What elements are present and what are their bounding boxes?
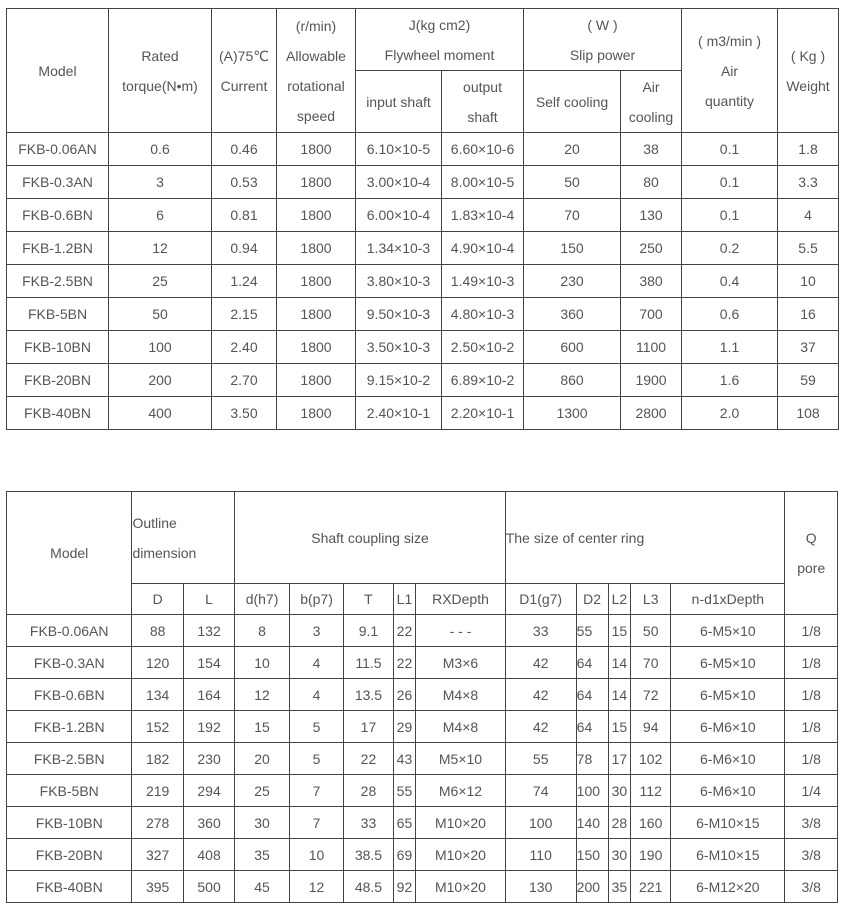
value-cell: 42: [505, 711, 576, 743]
value-cell: 219: [132, 775, 183, 807]
header-l1: L1: [393, 584, 416, 615]
value-cell: 70: [524, 199, 621, 232]
value-cell: 20: [524, 133, 621, 166]
value-cell: 92: [393, 871, 416, 903]
value-cell: 30: [235, 807, 290, 839]
header-model: Model: [7, 492, 132, 615]
value-cell: 13.5: [344, 679, 393, 711]
value-cell: 26: [393, 679, 416, 711]
header-rx-depth: RXDepth: [416, 584, 505, 615]
value-cell: 2.40×10-1: [356, 397, 442, 430]
model-cell: FKB-5BN: [7, 775, 132, 807]
value-cell: M6×12: [416, 775, 505, 807]
value-cell: 3/8: [785, 871, 838, 903]
header-n-d1-depth: n-d1xDepth: [671, 584, 785, 615]
value-cell: 17: [608, 743, 631, 775]
header-air-quantity: ( m3/min ) Air quantity: [682, 9, 778, 133]
model-cell: FKB-20BN: [7, 839, 132, 871]
value-cell: 2800: [621, 397, 682, 430]
value-cell: 15: [608, 711, 631, 743]
model-cell: FKB-0.3AN: [7, 166, 109, 199]
header-d1-g7: D1(g7): [505, 584, 576, 615]
value-cell: 4.90×10-4: [442, 232, 524, 265]
specs-table-body: [7, 133, 839, 430]
value-cell: 0.81: [212, 199, 277, 232]
value-cell: 0.94: [212, 232, 277, 265]
value-cell: 3/8: [785, 839, 838, 871]
value-cell: 395: [132, 871, 183, 903]
value-cell: 50: [631, 615, 671, 647]
value-cell: 380: [621, 265, 682, 298]
value-cell: M5×10: [416, 743, 505, 775]
header-model: Model: [7, 9, 109, 133]
value-cell: 8: [235, 615, 290, 647]
table-row: [7, 133, 839, 166]
value-cell: 8.00×10-5: [442, 166, 524, 199]
value-cell: 152: [132, 711, 183, 743]
value-cell: 860: [524, 364, 621, 397]
header-l2: L2: [608, 584, 631, 615]
value-cell: 65: [393, 807, 416, 839]
value-cell: 22: [393, 615, 416, 647]
value-cell: M10×20: [416, 807, 505, 839]
table-row: [7, 331, 839, 364]
header-l: L: [183, 584, 234, 615]
value-cell: 59: [778, 364, 839, 397]
header-self-cooling: Self cooling: [524, 71, 621, 133]
value-cell: 0.53: [212, 166, 277, 199]
value-cell: 1/8: [785, 615, 838, 647]
value-cell: 72: [631, 679, 671, 711]
value-cell: 64: [576, 679, 608, 711]
value-cell: 3.80×10-3: [356, 265, 442, 298]
value-cell: 28: [344, 775, 393, 807]
value-cell: 1800: [277, 232, 356, 265]
value-cell: 100: [505, 807, 576, 839]
value-cell: 360: [183, 807, 234, 839]
value-cell: 14: [608, 647, 631, 679]
value-cell: 6: [109, 199, 212, 232]
value-cell: 1800: [277, 331, 356, 364]
value-cell: 278: [132, 807, 183, 839]
value-cell: 294: [183, 775, 234, 807]
header-current: (A)75℃ Current: [212, 9, 277, 133]
value-cell: 55: [505, 743, 576, 775]
table-row: [7, 711, 838, 743]
value-cell: 1800: [277, 397, 356, 430]
table-row: [7, 166, 839, 199]
value-cell: 43: [393, 743, 416, 775]
value-cell: 3: [109, 166, 212, 199]
value-cell: 1.6: [682, 364, 778, 397]
value-cell: 500: [183, 871, 234, 903]
value-cell: - - -: [416, 615, 505, 647]
value-cell: 35: [608, 871, 631, 903]
value-cell: 9.15×10-2: [356, 364, 442, 397]
value-cell: M4×8: [416, 679, 505, 711]
value-cell: 10: [778, 265, 839, 298]
value-cell: 1800: [277, 199, 356, 232]
header-d: D: [132, 584, 183, 615]
value-cell: 38.5: [344, 839, 393, 871]
header-q-pore: Q pore: [785, 492, 838, 615]
value-cell: 64: [576, 647, 608, 679]
header-b-p7: b(p7): [289, 584, 344, 615]
value-cell: 6-M5×10: [671, 679, 785, 711]
value-cell: 110: [505, 839, 576, 871]
value-cell: 112: [631, 775, 671, 807]
value-cell: 154: [183, 647, 234, 679]
value-cell: 1/4: [785, 775, 838, 807]
value-cell: 9.1: [344, 615, 393, 647]
value-cell: 230: [183, 743, 234, 775]
value-cell: 0.4: [682, 265, 778, 298]
value-cell: 1/8: [785, 743, 838, 775]
header-outline-dimension: Outline dimension: [132, 492, 235, 584]
table-row: [7, 871, 838, 903]
value-cell: 6-M6×10: [671, 775, 785, 807]
value-cell: 6.10×10-5: [356, 133, 442, 166]
model-cell: FKB-0.6BN: [7, 679, 132, 711]
value-cell: 190: [631, 839, 671, 871]
value-cell: 132: [183, 615, 234, 647]
value-cell: 4.80×10-3: [442, 298, 524, 331]
value-cell: 17: [344, 711, 393, 743]
value-cell: 200: [576, 871, 608, 903]
value-cell: 0.6: [682, 298, 778, 331]
value-cell: 14: [608, 679, 631, 711]
value-cell: 22: [344, 743, 393, 775]
value-cell: 1.1: [682, 331, 778, 364]
value-cell: 30: [608, 839, 631, 871]
value-cell: 6-M5×10: [671, 647, 785, 679]
value-cell: 7: [289, 775, 344, 807]
value-cell: 0.46: [212, 133, 277, 166]
value-cell: 6.00×10-4: [356, 199, 442, 232]
value-cell: 1800: [277, 166, 356, 199]
value-cell: 25: [109, 265, 212, 298]
value-cell: 10: [289, 839, 344, 871]
table-row: [7, 647, 838, 679]
value-cell: 12: [109, 232, 212, 265]
model-cell: FKB-2.5BN: [7, 743, 132, 775]
table-row: [7, 807, 838, 839]
value-cell: 55: [393, 775, 416, 807]
value-cell: 2.70: [212, 364, 277, 397]
value-cell: 164: [183, 679, 234, 711]
value-cell: 74: [505, 775, 576, 807]
model-cell: FKB-1.2BN: [7, 711, 132, 743]
value-cell: 16: [778, 298, 839, 331]
value-cell: 1300: [524, 397, 621, 430]
value-cell: 12: [289, 871, 344, 903]
value-cell: 48.5: [344, 871, 393, 903]
model-cell: FKB-2.5BN: [7, 265, 109, 298]
value-cell: 2.15: [212, 298, 277, 331]
model-cell: FKB-5BN: [7, 298, 109, 331]
value-cell: 0.1: [682, 133, 778, 166]
value-cell: 45: [235, 871, 290, 903]
model-cell: FKB-20BN: [7, 364, 109, 397]
model-cell: FKB-0.06AN: [7, 615, 132, 647]
value-cell: 192: [183, 711, 234, 743]
model-cell: FKB-0.06AN: [7, 133, 109, 166]
value-cell: 221: [631, 871, 671, 903]
dimensions-table-body: [7, 615, 838, 903]
table-row: [7, 298, 839, 331]
header-slip-power: ( W ) Slip power: [524, 9, 682, 71]
value-cell: 1.24: [212, 265, 277, 298]
value-cell: 80: [621, 166, 682, 199]
value-cell: 55: [576, 615, 608, 647]
value-cell: 3.50: [212, 397, 277, 430]
value-cell: M3×6: [416, 647, 505, 679]
value-cell: 12: [235, 679, 290, 711]
value-cell: 1/8: [785, 647, 838, 679]
value-cell: 130: [505, 871, 576, 903]
value-cell: 3/8: [785, 807, 838, 839]
value-cell: 37: [778, 331, 839, 364]
value-cell: 6.60×10-6: [442, 133, 524, 166]
value-cell: 94: [631, 711, 671, 743]
header-d2: D2: [576, 584, 608, 615]
value-cell: 134: [132, 679, 183, 711]
table-row: [7, 364, 839, 397]
header-l3: L3: [631, 584, 671, 615]
value-cell: 5: [289, 743, 344, 775]
value-cell: 4: [778, 199, 839, 232]
value-cell: 69: [393, 839, 416, 871]
value-cell: 182: [132, 743, 183, 775]
value-cell: 6.89×10-2: [442, 364, 524, 397]
value-cell: 38: [621, 133, 682, 166]
value-cell: 33: [344, 807, 393, 839]
value-cell: 1800: [277, 133, 356, 166]
value-cell: 6-M6×10: [671, 711, 785, 743]
header-weight: ( Kg ) Weight: [778, 9, 839, 133]
value-cell: 50: [524, 166, 621, 199]
value-cell: 42: [505, 647, 576, 679]
value-cell: 70: [631, 647, 671, 679]
value-cell: 7: [289, 807, 344, 839]
value-cell: 28: [608, 807, 631, 839]
value-cell: 29: [393, 711, 416, 743]
table-row: [7, 775, 838, 807]
value-cell: 20: [235, 743, 290, 775]
value-cell: 140: [576, 807, 608, 839]
model-cell: FKB-0.6BN: [7, 199, 109, 232]
table-row: [7, 839, 838, 871]
header-output-shaft: output shaft: [442, 71, 524, 133]
table-row: [7, 232, 839, 265]
header-input-shaft: input shaft: [356, 71, 442, 133]
value-cell: 1900: [621, 364, 682, 397]
value-cell: 700: [621, 298, 682, 331]
value-cell: 4: [289, 679, 344, 711]
value-cell: 0.2: [682, 232, 778, 265]
value-cell: 10: [235, 647, 290, 679]
header-center-ring-size: The size of center ring: [505, 492, 785, 584]
value-cell: 42: [505, 679, 576, 711]
header-air-cooling: Air cooling: [621, 71, 682, 133]
value-cell: 1.49×10-3: [442, 265, 524, 298]
value-cell: 1800: [277, 364, 356, 397]
header-speed: (r/min) Allowable rotational speed: [277, 9, 356, 133]
value-cell: 130: [621, 199, 682, 232]
value-cell: M10×20: [416, 871, 505, 903]
value-cell: 3.00×10-4: [356, 166, 442, 199]
header-shaft-coupling-size: Shaft coupling size: [235, 492, 505, 584]
model-cell: FKB-1.2BN: [7, 232, 109, 265]
table-row: [7, 397, 839, 430]
value-cell: 15: [235, 711, 290, 743]
value-cell: 120: [132, 647, 183, 679]
value-cell: 11.5: [344, 647, 393, 679]
value-cell: 1800: [277, 265, 356, 298]
value-cell: 6-M12×20: [671, 871, 785, 903]
value-cell: 0.6: [109, 133, 212, 166]
value-cell: 25: [235, 775, 290, 807]
value-cell: 4: [289, 647, 344, 679]
value-cell: 1.83×10-4: [442, 199, 524, 232]
value-cell: 3: [289, 615, 344, 647]
value-cell: 1/8: [785, 711, 838, 743]
value-cell: 5: [289, 711, 344, 743]
value-cell: 360: [524, 298, 621, 331]
value-cell: 6-M10×15: [671, 839, 785, 871]
model-cell: FKB-10BN: [7, 807, 132, 839]
value-cell: 2.40: [212, 331, 277, 364]
value-cell: 0.1: [682, 199, 778, 232]
table-row: [7, 265, 839, 298]
value-cell: 6-M10×15: [671, 807, 785, 839]
value-cell: 408: [183, 839, 234, 871]
value-cell: 200: [109, 364, 212, 397]
value-cell: 6-M5×10: [671, 615, 785, 647]
value-cell: 6-M6×10: [671, 743, 785, 775]
value-cell: 35: [235, 839, 290, 871]
value-cell: 150: [524, 232, 621, 265]
value-cell: 1100: [621, 331, 682, 364]
value-cell: 102: [631, 743, 671, 775]
value-cell: 327: [132, 839, 183, 871]
value-cell: 9.50×10-3: [356, 298, 442, 331]
table-row: [7, 743, 838, 775]
table-row: [7, 615, 838, 647]
value-cell: 100: [576, 775, 608, 807]
header-flywheel-moment: J(kg cm2) Flywheel moment: [356, 9, 524, 71]
table-row: [7, 679, 838, 711]
table-row: [7, 199, 839, 232]
value-cell: 2.50×10-2: [442, 331, 524, 364]
model-cell: FKB-40BN: [7, 397, 109, 430]
value-cell: 0.1: [682, 166, 778, 199]
value-cell: 3.3: [778, 166, 839, 199]
value-cell: 15: [608, 615, 631, 647]
value-cell: 160: [631, 807, 671, 839]
value-cell: 100: [109, 331, 212, 364]
value-cell: M10×20: [416, 839, 505, 871]
model-cell: FKB-10BN: [7, 331, 109, 364]
value-cell: 150: [576, 839, 608, 871]
model-cell: FKB-40BN: [7, 871, 132, 903]
value-cell: 1.8: [778, 133, 839, 166]
header-t: T: [344, 584, 393, 615]
value-cell: M4×8: [416, 711, 505, 743]
value-cell: 30: [608, 775, 631, 807]
dimensions-table: [6, 491, 838, 903]
value-cell: 1800: [277, 298, 356, 331]
value-cell: 108: [778, 397, 839, 430]
value-cell: 33: [505, 615, 576, 647]
value-cell: 3.50×10-3: [356, 331, 442, 364]
value-cell: 50: [109, 298, 212, 331]
specs-table: [6, 8, 839, 430]
value-cell: 230: [524, 265, 621, 298]
value-cell: 88: [132, 615, 183, 647]
header-rated-torque: Rated torque(N•m): [109, 9, 212, 133]
value-cell: 5.5: [778, 232, 839, 265]
value-cell: 600: [524, 331, 621, 364]
header-d-h7: d(h7): [235, 584, 290, 615]
model-cell: FKB-0.3AN: [7, 647, 132, 679]
value-cell: 2.20×10-1: [442, 397, 524, 430]
value-cell: 400: [109, 397, 212, 430]
value-cell: 78: [576, 743, 608, 775]
value-cell: 250: [621, 232, 682, 265]
value-cell: 64: [576, 711, 608, 743]
value-cell: 1/8: [785, 679, 838, 711]
value-cell: 2.0: [682, 397, 778, 430]
value-cell: 1.34×10-3: [356, 232, 442, 265]
value-cell: 22: [393, 647, 416, 679]
